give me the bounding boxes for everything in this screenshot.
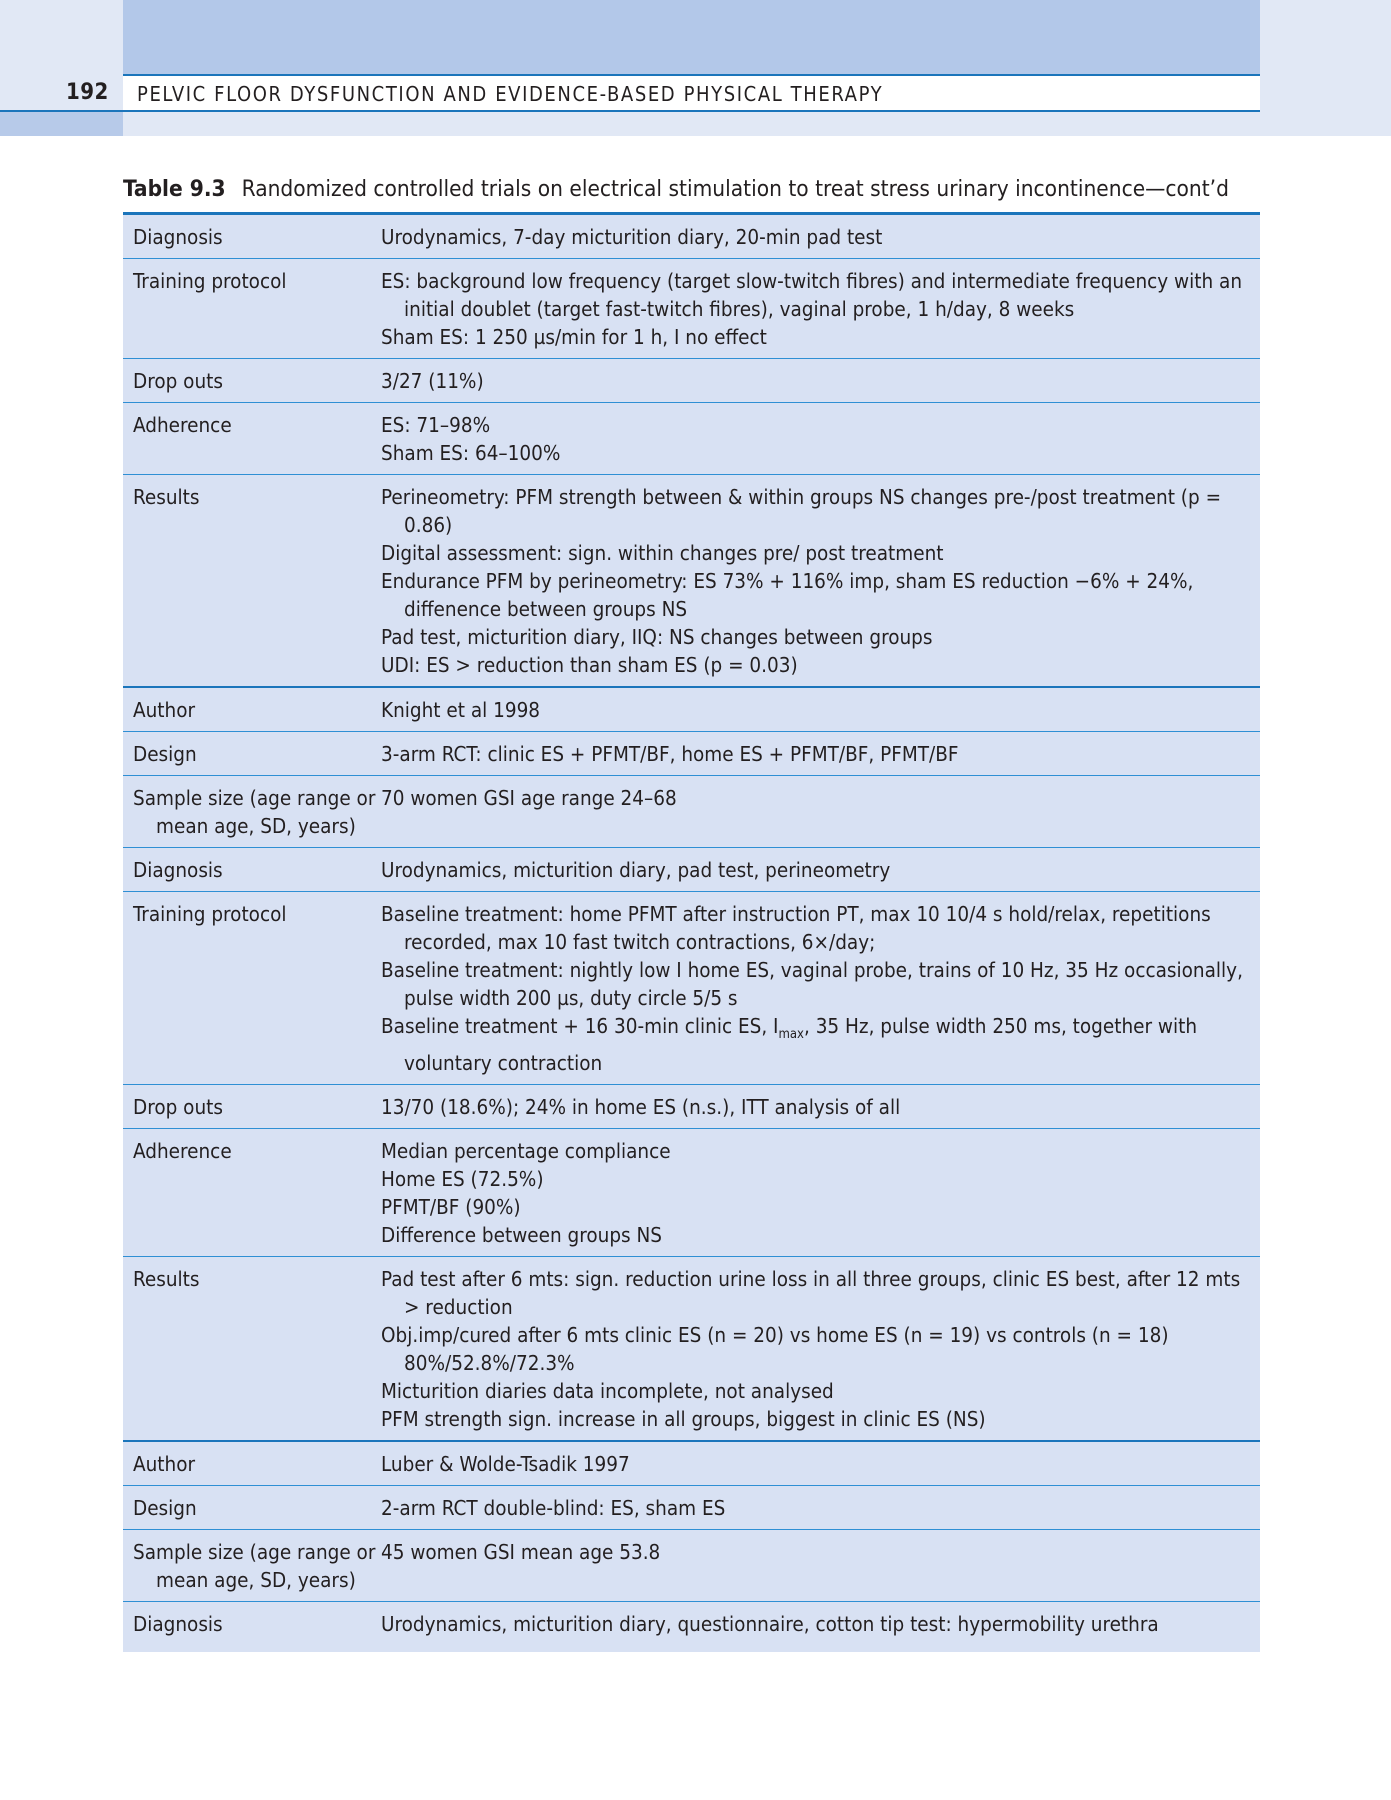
table-label: Table 9.3 — [123, 176, 226, 202]
table-row — [123, 688, 1260, 732]
table-row — [123, 359, 1260, 403]
table-row — [123, 1257, 1260, 1442]
row-label: Sample size (age range or mean age, SD, years) — [133, 1540, 376, 1593]
table-row — [123, 776, 1260, 848]
row-value: Urodynamics, 7-day micturition diary, 20-min pad test — [381, 225, 883, 249]
row-value: 3/27 (11%) — [381, 369, 484, 393]
evidence-table — [123, 212, 1260, 1652]
table-row — [123, 403, 1260, 475]
table-row — [123, 1442, 1260, 1486]
table-title: Randomized controlled trials on electrical stimulation to treat stress urinary incontinence—cont’d — [241, 176, 1229, 202]
table-row — [123, 732, 1260, 776]
table-row — [123, 1129, 1260, 1257]
row-label: Results — [133, 1267, 200, 1292]
row-label: Author — [133, 1452, 196, 1477]
table-row — [123, 475, 1260, 688]
row-value: 70 women GSI age range 24–68 — [381, 786, 677, 810]
row-value: Urodynamics, micturition diary, questionnaire, cotton tip test: hypermobility urethra — [381, 1612, 1159, 1637]
row-label: Adherence — [133, 1139, 232, 1164]
row-value: Knight et al 1998 — [381, 698, 541, 722]
row-value: Pad test after 6 mts: sign. reduction urine loss in all three groups, clinic ES best, after 12 mts > reduction Obj.imp/cured after 6 mts clinic ES (n = 20) vs home ES (n = 19) vs controls (n = 18) 80%/52.8%/72.3% Micturition diaries data incomplete, not analysed PFM strength sign. increase in all groups, biggest in clinic ES (NS) — [381, 1267, 1241, 1432]
row-label: Training protocol — [133, 269, 287, 293]
row-value: Luber & Wolde-Tsadik 1997 — [381, 1452, 630, 1477]
row-label: Results — [133, 485, 200, 509]
row-label: Design — [133, 1496, 197, 1521]
page-number: 192 — [66, 80, 109, 105]
row-value: 2-arm RCT double-blind: ES, sham ES — [381, 1496, 726, 1521]
table-caption — [123, 176, 1229, 202]
row-label: Diagnosis — [133, 1612, 223, 1637]
table-row — [123, 1602, 1260, 1652]
row-value: ES: 71–98% Sham ES: 64–100% — [381, 413, 561, 465]
row-value: 3-arm RCT: clinic ES + PFMT/BF, home ES + PFMT/BF, PFMT/BF — [381, 742, 959, 766]
table-row — [123, 259, 1260, 359]
row-value: Urodynamics, micturition diary, pad test, perineometry — [381, 858, 891, 882]
table-row — [123, 215, 1260, 259]
row-label: Design — [133, 742, 197, 766]
row-label: Training protocol — [133, 902, 287, 926]
row-value: Median percentage compliance Home ES (72.5%) PFMT/BF (90%) Difference between groups NS — [381, 1139, 671, 1248]
table-row — [123, 1486, 1260, 1530]
row-label: Diagnosis — [133, 858, 223, 882]
running-title: PELVIC FLOOR DYSFUNCTION AND EVIDENCE-BASED PHYSICAL THERAPY — [137, 82, 884, 106]
row-value: Perineometry: PFM strength between & within groups NS changes pre-/post treatment (p = 0.86) Digital assessment: sign. within changes pre/ post treatment Endurance PFM by perineometry: ES 73% + 116% imp, sham ES reduction −6% + 24%, diffenence between groups NS Pad test, micturition diary, IIQ: NS changes between groups UDI: ES > reduction than sham ES (p = 0.03) — [381, 485, 1222, 677]
row-label: Sample size (age range or mean age, SD, years) — [133, 786, 376, 838]
row-label: Diagnosis — [133, 225, 223, 249]
header-left-strip — [0, 112, 123, 136]
header-below-band — [123, 112, 1260, 136]
row-value: 45 women GSI mean age 53.8 — [381, 1540, 661, 1565]
row-label: Author — [133, 698, 196, 722]
header-rule — [0, 110, 123, 112]
row-value: ES: background low frequency (target slow-twitch fibres) and intermediate frequency with an initial doublet (target fast-twitch fibres), vaginal probe, 1 h/day, 8 weeks Sham ES: 1 250 µs/min for 1 h, I no effect — [381, 269, 1243, 349]
row-value: Baseline treatment: home PFMT after instruction PT, max 10 10/4 s hold/relax, repetitions recorded, max 10 fast twitch contractions, 6×/day; Baseline treatment: nightly low I home ES, vaginal probe, trains of 10 Hz, 35 Hz occasionally, pulse width 200 µs, duty circle 5/5 s Baseline treatment + 16 30-min clinic ES, $I_{max}$, 35 Hz, pulse width 250 ms, together with voluntary contraction — [381, 902, 1243, 1076]
header-right-block — [1260, 0, 1391, 136]
table-row — [123, 1085, 1260, 1129]
row-label: Drop outs — [133, 1095, 223, 1120]
row-label: Adherence — [133, 413, 232, 437]
table-row — [123, 1530, 1260, 1602]
table-row — [123, 892, 1260, 1085]
row-label: Drop outs — [133, 369, 223, 393]
table-row — [123, 848, 1260, 892]
row-value: 13/70 (18.6%); 24% in home ES (n.s.), ITT analysis of all — [381, 1095, 901, 1120]
header-band — [123, 0, 1260, 74]
